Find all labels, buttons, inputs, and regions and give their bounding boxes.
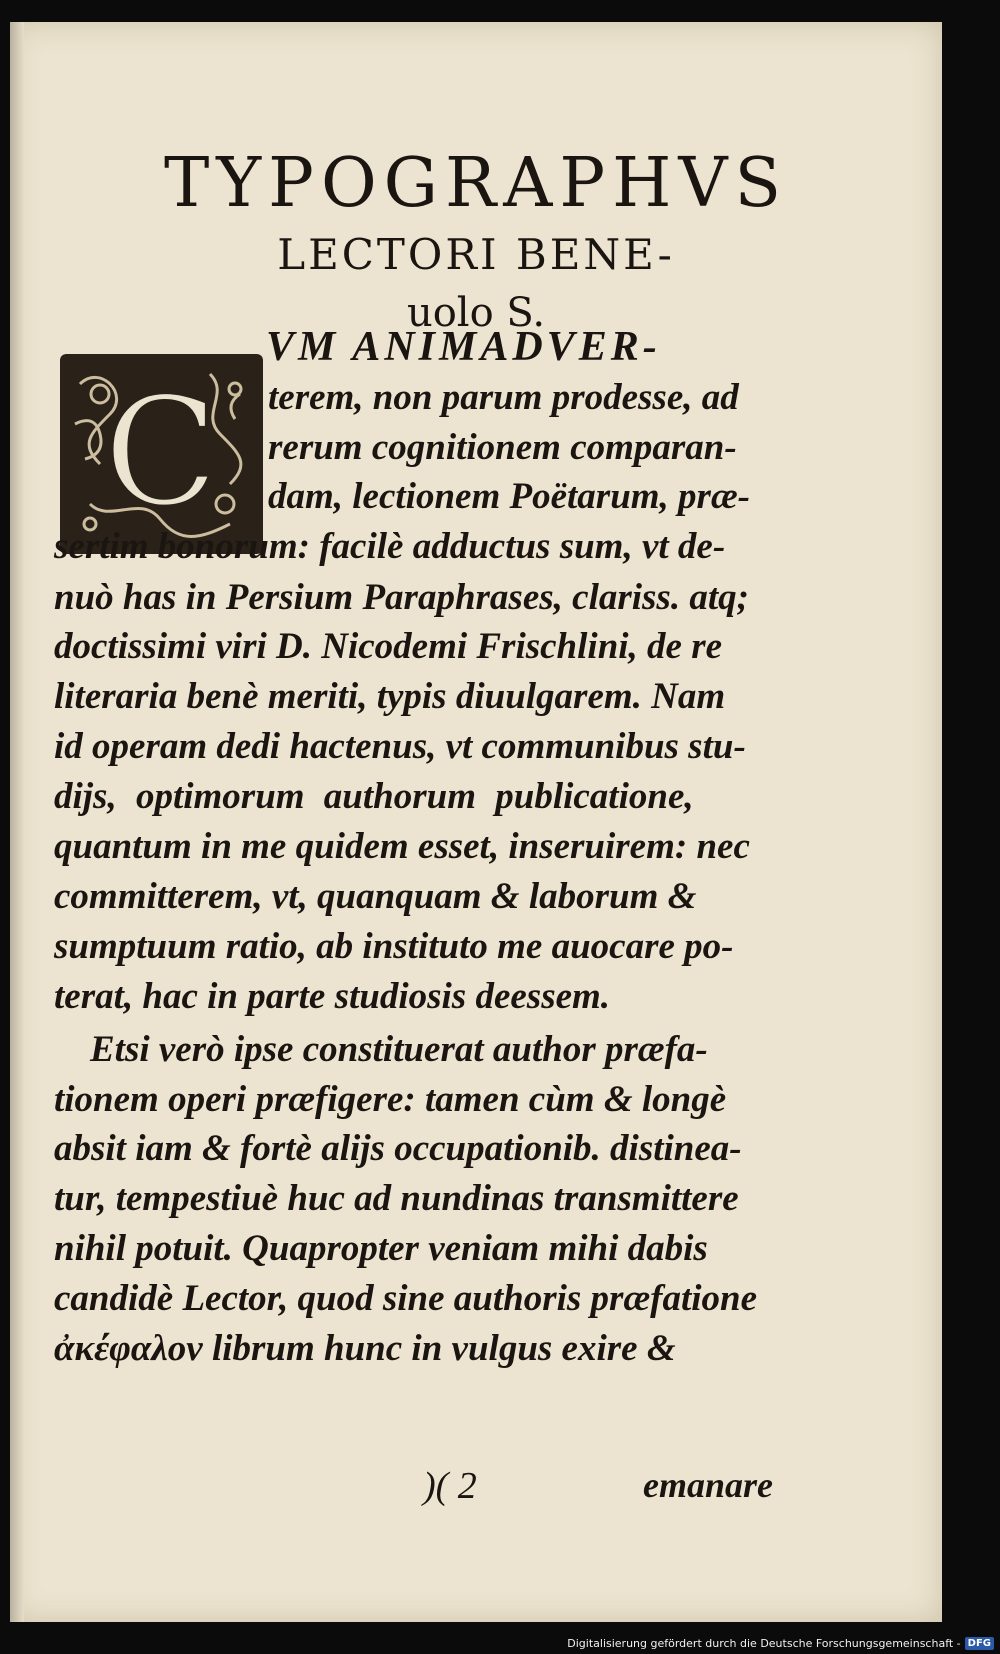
body-line: literaria benè meriti, typis diuulgarem. Nam — [54, 676, 726, 717]
body-line: candidè Lector, quod sine authoris præfatione — [54, 1278, 758, 1319]
heading-line-3: uolo S. — [406, 290, 546, 336]
dfg-logo-icon: DFG — [965, 1637, 994, 1650]
body-line: sumptuum ratio, ab instituto me auocare po- — [54, 926, 734, 967]
dropcap-letter: C — [103, 366, 219, 540]
heading-line-2: LECTORI BENE- — [277, 230, 675, 279]
body-line: tur, tempestiuè huc ad nundinas transmittere — [54, 1178, 739, 1219]
heading-line-1: TYPOGRAPHVS — [163, 144, 789, 223]
body-line: dam, lectionem Poëtarum, præ- — [268, 476, 750, 517]
body-line: VM ANIMADVER- — [266, 324, 661, 370]
body-line: nihil potuit. Quapropter veniam mihi dabis — [54, 1228, 708, 1269]
body-line: dijs, optimorum authorum publicatione, — [54, 776, 694, 817]
digitization-credit — [567, 1637, 994, 1650]
body-line: sertim bonorum: facilè adductus sum, vt de- — [54, 526, 726, 567]
body-line: terat, hac in parte studiosis deessem. — [54, 976, 611, 1017]
credit-text: Digitalisierung gefördert durch die Deutsche Forschungsgemeinschaft - — [567, 1637, 961, 1650]
book-page — [10, 22, 942, 1622]
catchword: emanare — [643, 1465, 773, 1505]
body-line: ἀκέφαλον librum hunc in vulgus exire & — [54, 1328, 676, 1369]
signature-mark: )( 2 — [423, 1465, 477, 1507]
body-line: absit iam & fortè alijs occupationib. distinea- — [54, 1128, 742, 1169]
body-line: Etsi verò ipse constituerat author præfa- — [90, 1029, 708, 1070]
body-line: id operam dedi hactenus, vt communibus stu- — [54, 726, 746, 767]
body-line: rerum cognitionem comparan- — [268, 427, 737, 468]
body-line: tionem operi præfigere: tamen cùm & longè — [54, 1079, 727, 1120]
body-line: nuò has in Persium Paraphrases, clariss. atq; — [54, 577, 749, 618]
body-line: quantum in me quidem esset, inseruirem: nec — [54, 826, 750, 867]
body-line: terem, non parum prodesse, ad — [268, 377, 739, 418]
body-line: doctissimi viri D. Nicodemi Frischlini, de re — [54, 626, 723, 667]
body-line: committerem, vt, quanquam & laborum & — [54, 876, 697, 917]
